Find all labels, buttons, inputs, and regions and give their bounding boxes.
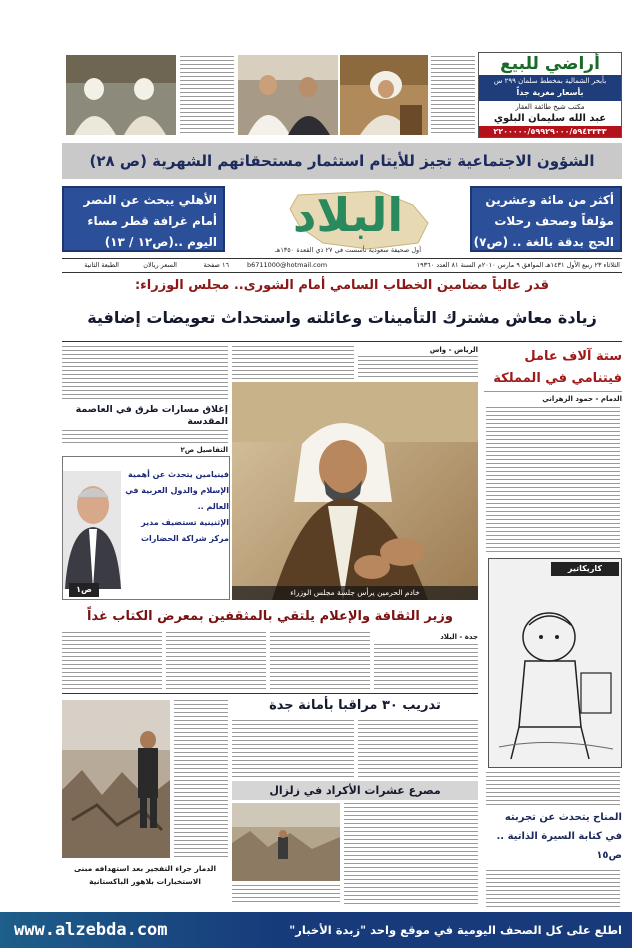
ad-phones: ٢٢٠٠٠٠٠/٥٩٩٢٩٠٠٠/٥٩٤٣٣٣٣: [479, 126, 621, 138]
veniamin-line-1: فينيامين يتحدث عن أهمية: [128, 470, 229, 479]
teaser-left-line-2: أمام غرافة قطر مساء: [87, 214, 217, 228]
photo-veniamin: [63, 471, 121, 589]
lead-dateline: الرياض - واس: [429, 346, 478, 354]
ad-title: أراضي للبيع: [500, 54, 600, 74]
teaser-right-line-1: أكثر من مائة وعشرين: [485, 193, 614, 207]
ad-office: مكتب شيخ طائفة العقار: [515, 103, 585, 111]
culture-headline: وزير الثقافة والإعلام يلتقي بالمثقفين بمعرض الكتاب غداً: [87, 609, 453, 624]
teaser-left: [62, 186, 225, 252]
veniamin-text: [121, 467, 229, 583]
culture-body-col-1: [374, 644, 478, 690]
teaser-right-line-3: الحج بدقة بالغة .. (ص٧): [473, 235, 614, 249]
masthead-logo: البلاد: [292, 188, 404, 242]
training-body-col-1: [358, 720, 478, 778]
roads-headline: إغلاق مسارات طرق في العاصمة المقدسة: [75, 404, 228, 427]
workers-dateline: الدمام - حمود الزهراني: [542, 395, 622, 403]
footer-url[interactable]: www.alzebda.com: [14, 920, 168, 940]
photo-blast-ruins: [62, 700, 170, 858]
teaser-right: [470, 186, 622, 252]
lead-body-col-2: [232, 346, 354, 380]
photo-caption-right: [431, 56, 475, 134]
veniamin-line-2: الإسلام والدول العربية في: [125, 486, 229, 495]
classified-ad: [478, 52, 622, 138]
menah-line-2: في كتابة السيرة الذاتية ..: [496, 831, 622, 842]
contact-email: b6711000@hotmail.com: [246, 261, 328, 269]
culture-body-col-3: [166, 632, 266, 690]
date-bar: [62, 258, 622, 273]
page-count: ١٦ صفحة: [203, 261, 229, 269]
quake-headline: مصرع عشرات الأكراد في زلزال: [232, 781, 478, 800]
ad-line-1: بأبحر الشمالية بمخطط سلمان ٢٩٩ س: [493, 77, 607, 85]
veniamin-line-5: مركز شراكة الحضارات: [140, 534, 229, 543]
cartoon-drawing: [489, 577, 622, 767]
workers-headline: [484, 346, 622, 392]
masthead: [228, 183, 468, 257]
culture-body-col-4: [62, 632, 162, 690]
issue-date: الثلاثاء ٢٣ ربيع الأول ١٤٣١هـ الموافق ٩ مارس ٢٠١٠م السنة ٨١ العدد ١٩٣٦٠: [416, 261, 620, 269]
cartoon-label: كاريكاتير: [551, 562, 619, 576]
training-headline: تدريب ٣٠ مراقبا بأمانة جدة: [269, 698, 441, 713]
roads-body-text: [62, 430, 228, 444]
menah-body-text: [486, 870, 620, 908]
menah-line-1: المناح يتحدث عن تجربته: [504, 812, 622, 823]
menah-page: ص١٥: [596, 850, 622, 861]
lead-headline: زيادة معاش مشترك التأمينات وعائلته واستحداث تعويضات إضافية: [87, 308, 597, 327]
workers-body-text: [486, 407, 620, 555]
footer-text: اطلع على كل الصحف اليومية في موقع واحد "زبدة الأخبار": [289, 923, 622, 937]
roads-details: التفاصيل ص٢: [180, 446, 228, 454]
blast-side-text: [174, 700, 228, 858]
workers-headline-line-2: فيتنامي في المملكة: [493, 371, 622, 386]
divider-lower: [62, 693, 478, 694]
masthead-subtitle: أول صحيفة سعودية تأسست في ٢٧ ذي القعدة ١٣٥٠هـ: [274, 246, 422, 254]
photo-top-left: [66, 55, 176, 135]
banner-headline: [62, 143, 622, 179]
veniamin-line-3: العالم ..: [197, 502, 229, 511]
photo-top-center: [238, 55, 338, 135]
photo-king-caption: خادم الحرمين يرأس جلسة مجلس الوزراء: [232, 586, 478, 600]
culture-body-col-2: [270, 632, 370, 690]
quake-body-text: [344, 803, 478, 905]
divider: [62, 341, 622, 342]
photo-king-cabinet: [232, 382, 478, 600]
veniamin-box: [62, 456, 230, 600]
culture-dateline: جدة - البلاد: [440, 633, 478, 641]
lead-body-col-3: [62, 346, 228, 402]
ad-band: [479, 75, 621, 101]
lead-kicker: قدر عالياً مضامين الخطاب السامي أمام الشورى.. مجلس الوزراء:: [134, 278, 550, 293]
photo-quake-rubble: [232, 803, 340, 881]
veniamin-page: ص١: [69, 583, 99, 597]
photo-caption-left: [180, 56, 234, 134]
training-body-col-2: [232, 720, 354, 778]
workers-headline-line-1: ستة آلاف عامل: [524, 349, 622, 364]
teaser-left-line-1: الأهلي يبحث عن النصر: [83, 193, 217, 207]
ad-name: عبد الله سليمان البلوي: [493, 113, 607, 124]
veniamin-line-4: الإثنينية تستضيف مدير: [141, 518, 229, 527]
teaser-left-line-3: اليوم ..(ص١٢ / ١٣): [104, 235, 217, 249]
ad-line-2: بأسعار مغرية جداً: [516, 88, 584, 97]
price: السعر ريالان: [143, 261, 177, 269]
menah-headline: [484, 808, 622, 868]
cartoon-side-text: [486, 772, 620, 806]
footer-bar: [0, 912, 632, 948]
quake-body-text-lower: [232, 885, 340, 905]
lead-body-col-1: [358, 356, 478, 380]
photo-top-right: [340, 55, 428, 135]
edition: الطبعة الثانية: [84, 261, 119, 269]
teaser-right-line-2: مؤلفاً وصحف رحلات: [494, 214, 614, 228]
cartoon-box: [488, 558, 622, 768]
banner-headline-text: الشؤون الاجتماعية تجيز للأيتام استثمار مستحقاتهم الشهرية (ص ٢٨): [89, 152, 595, 170]
blast-caption: الدمار جراء التفجير بعد استهدافه مبنى الاستخبارات بلاهور الباكستانية: [73, 864, 217, 886]
